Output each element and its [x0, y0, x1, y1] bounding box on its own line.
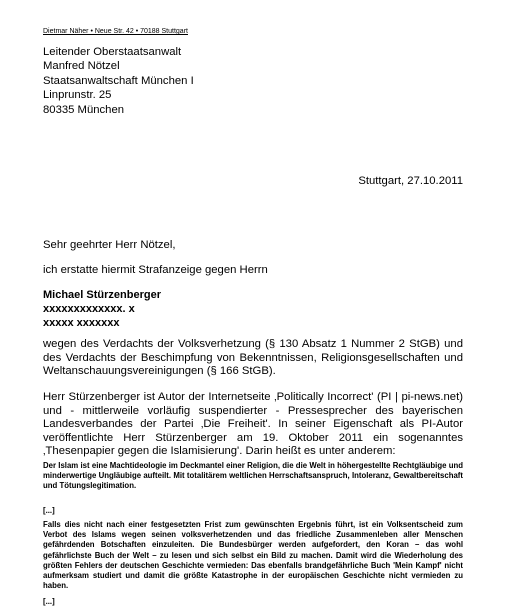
quote-paragraph-2: Falls dies nicht nach einer festgesetzten Frist zum gewünschten Ergebnis führt, ist ein Volksentscheid zum Verbot des Islams wegen seinen volksverhetzenden und das friedliche Zusammenleben aller Menschen gefährdenden Botschaften einzuleiten. Die Bundesbürger werden aufgefordert, den Koran – das wohl gefährlichste Buch der Welt – zu lesen und sich selbst ein Bild zu machen. Damit wird die Wiederholung des größten Fehlers der deutschen Geschichte vermieden: Das ebenfalls brandgefährliche Buch 'Mein Kampf' nicht aufmerksam studiert und damit die größte Katastrophe in der europäischen Geschichte nicht vermieden zu haben.: [43, 520, 463, 591]
sender-address-line: Dietmar Näher • Neue Str. 42 • 70188 Stuttgart: [43, 28, 188, 35]
recipient-line-name: Manfred Nötzel: [43, 60, 120, 73]
quote-paragraph-1: Der Islam ist eine Machtideologie im Deckmantel einer Religion, die die Welt in höhergestellte Rechtgläubige und minderwertige Ungläubige aufteilt. Mit totalitärem weltlichen Herrschaftsanspruch, Intoleranz, Gewaltbereitschaft und Tötungslegitimation.: [43, 461, 463, 491]
recipient-line-city: 80335 München: [43, 103, 125, 116]
intro-sentence: ich erstatte hiermit Strafanzeige gegen Herrn: [43, 264, 268, 276]
accused-line-redacted-2: xxxxx xxxxxxx: [43, 316, 120, 329]
quote-ellipsis-1: [...]: [43, 506, 55, 515]
salutation: Sehr geehrter Herr Nötzel,: [43, 239, 176, 251]
accused-line-redacted-1: xxxxxxxxxxxxx. x: [43, 302, 135, 315]
letter-date: Stuttgart, 27.10.2011: [358, 175, 463, 187]
quote-ellipsis-2: [...]: [43, 597, 55, 606]
accused-name: Michael Stürzenberger: [43, 289, 161, 301]
accused-block: [43, 289, 161, 330]
recipient-line-office: Staatsanwaltschaft München I: [43, 74, 194, 87]
recipient-address-block: [43, 45, 194, 117]
body-paragraph-charges: wegen des Verdachts der Volksverhetzung (§ 130 Absatz 1 Nummer 2 StGB) und des Verdachts der Beschimpfung von Bekenntnissen, Religionsgesellschaften und Weltanschauungsvereinigungen (§ 166 StGB).: [43, 338, 463, 378]
body-paragraph-background: Herr Stürzenberger ist Autor der Internetseite ‚Politically Incorrect' (PI | pi-news.net) und - mittlerweile vorläufig suspendierter - Pressesprecher des bayerischen Landesverbandes der Partei ‚Die Freiheit'. In seiner Eigenschaft als PI-Autor veröffentlichte Herr Stürzenberger am 19. Oktober 2011 ein sogenanntes ‚Thesenpapier gegen die Islamisierung'. Darin heißt es unter anderem:: [43, 391, 463, 458]
recipient-line-street: Linprunstr. 25: [43, 89, 112, 102]
recipient-line-title: Leitender Oberstaatsanwalt: [43, 46, 182, 58]
